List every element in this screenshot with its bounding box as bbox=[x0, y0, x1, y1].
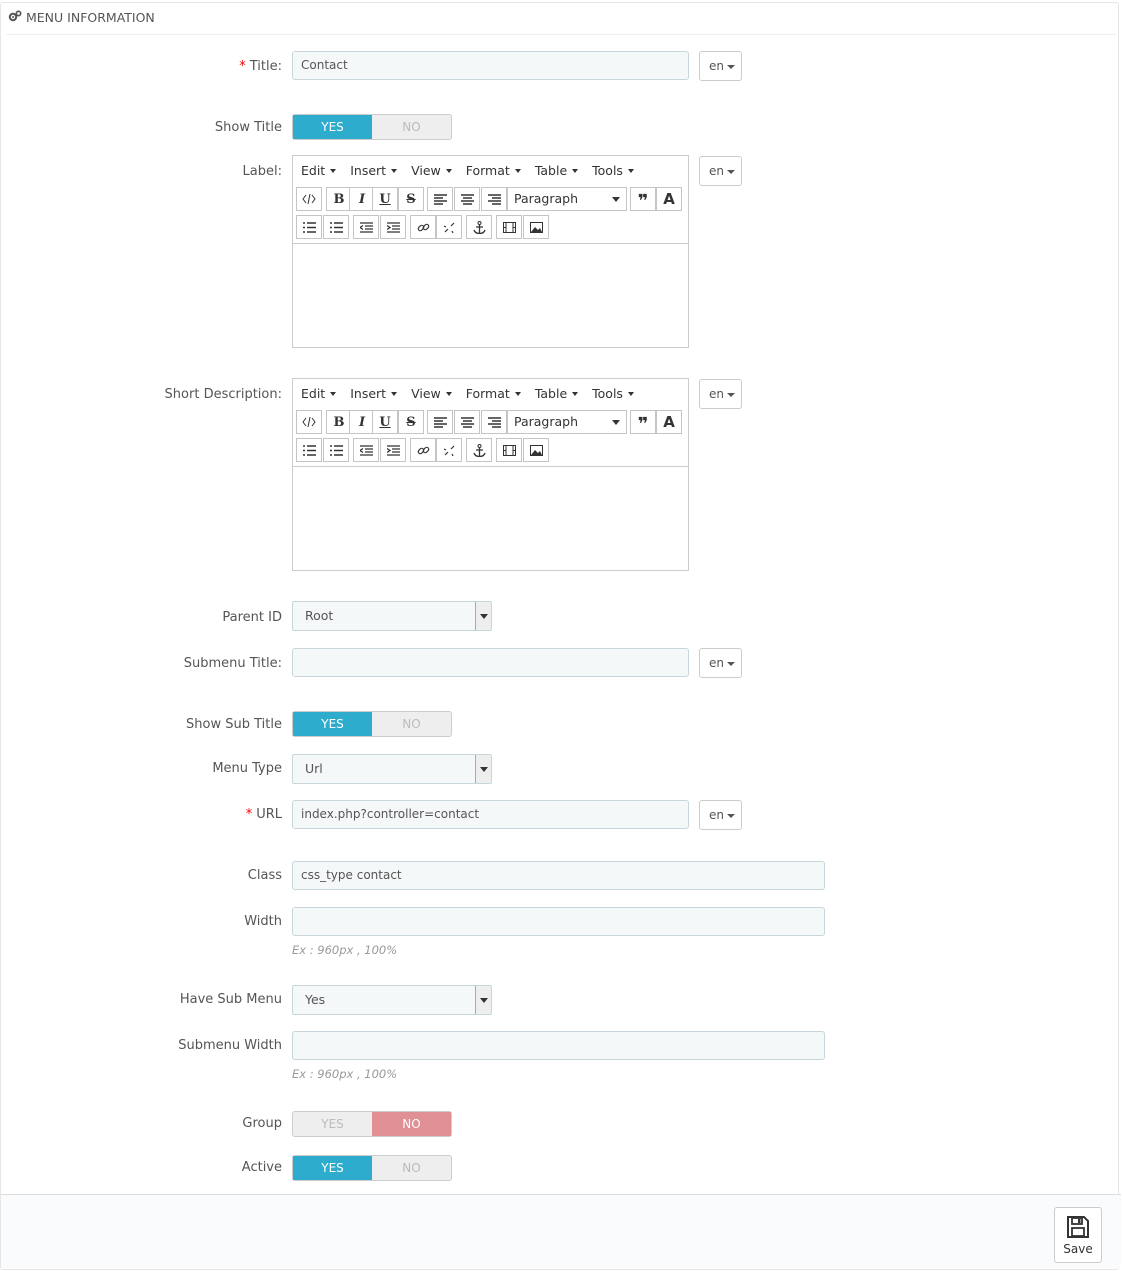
group-label: Group bbox=[242, 1116, 282, 1131]
active-label: Active bbox=[241, 1160, 282, 1175]
text-color-icon[interactable]: A bbox=[656, 187, 682, 211]
url-label-text: URL bbox=[256, 807, 282, 822]
bold-icon[interactable]: B bbox=[326, 410, 352, 434]
lang-code: en bbox=[709, 164, 724, 178]
menu-label: Tools bbox=[592, 162, 623, 178]
caret-down-icon bbox=[391, 392, 397, 396]
have-sub-menu-select[interactable] bbox=[292, 985, 492, 1015]
block-format-select[interactable] bbox=[507, 410, 627, 434]
lang-code: en bbox=[709, 656, 724, 670]
strikethrough-icon[interactable]: S bbox=[398, 410, 424, 434]
show-sub-title-yes[interactable]: YES bbox=[293, 712, 372, 736]
menu-edit[interactable] bbox=[301, 386, 336, 401]
menu-format[interactable] bbox=[466, 163, 521, 178]
save-button[interactable] bbox=[1054, 1207, 1102, 1263]
menu-label: Table bbox=[534, 385, 568, 401]
menu-type-select[interactable] bbox=[292, 754, 492, 784]
width-label: Width bbox=[244, 914, 282, 929]
show-sub-title-switch[interactable] bbox=[292, 711, 452, 737]
strikethrough-icon[interactable]: S bbox=[398, 187, 424, 211]
menu-label: Insert bbox=[350, 162, 387, 178]
show-title-label: Show Title bbox=[214, 120, 282, 135]
parent-id-select[interactable] bbox=[292, 601, 492, 631]
outdent-icon[interactable] bbox=[353, 215, 379, 239]
align-center-icon[interactable] bbox=[454, 187, 480, 211]
label-label: Label: bbox=[242, 164, 282, 179]
group-no[interactable]: NO bbox=[372, 1112, 451, 1136]
label-editor bbox=[292, 155, 689, 348]
title-label-text: Title: bbox=[249, 59, 282, 74]
caret-down-icon bbox=[727, 65, 735, 69]
bold-icon[interactable]: B bbox=[326, 187, 352, 211]
unlink-icon[interactable] bbox=[436, 215, 462, 239]
caret-down-icon bbox=[612, 197, 620, 202]
menu-label: View bbox=[411, 385, 441, 401]
label-edit-area[interactable] bbox=[293, 243, 688, 347]
show-sub-title-no[interactable]: NO bbox=[402, 717, 421, 731]
italic-icon[interactable]: I bbox=[349, 187, 375, 211]
lang-code: en bbox=[709, 387, 724, 401]
width-input[interactable] bbox=[292, 907, 825, 936]
block-format-select[interactable] bbox=[507, 187, 627, 211]
lang-code: en bbox=[709, 59, 724, 73]
align-right-icon[interactable] bbox=[481, 187, 507, 211]
short-description-edit-area[interactable] bbox=[293, 466, 688, 570]
group-yes[interactable]: YES bbox=[321, 1117, 344, 1131]
active-no[interactable]: NO bbox=[402, 1161, 421, 1175]
caret-down-icon bbox=[628, 392, 634, 396]
media-icon[interactable] bbox=[496, 438, 522, 462]
caret-down-icon bbox=[446, 392, 452, 396]
editor-toolbar-row-2 bbox=[293, 435, 688, 463]
class-label: Class bbox=[247, 868, 282, 883]
menu-type-label: Menu Type bbox=[212, 761, 282, 776]
image-icon[interactable] bbox=[523, 438, 549, 462]
caret-down-icon bbox=[446, 169, 452, 173]
floppy-disk-icon bbox=[1066, 1215, 1090, 1239]
caret-down-icon bbox=[572, 392, 578, 396]
indent-icon[interactable] bbox=[380, 215, 406, 239]
have-sub-menu-value: Yes bbox=[305, 992, 326, 1007]
editor-menubar bbox=[293, 156, 688, 184]
unlink-icon[interactable] bbox=[436, 438, 462, 462]
caret-down-icon bbox=[727, 170, 735, 174]
link-icon[interactable] bbox=[410, 438, 436, 462]
submenu-title-input[interactable] bbox=[292, 648, 689, 677]
url-label bbox=[246, 807, 282, 822]
submenu-width-help-text: Ex : 960px , 100% bbox=[292, 1067, 398, 1081]
editor-menubar bbox=[293, 379, 688, 407]
outdent-icon[interactable] bbox=[353, 438, 379, 462]
caret-down-icon bbox=[515, 169, 521, 173]
numbered-list-icon[interactable] bbox=[323, 438, 349, 462]
menu-table[interactable] bbox=[535, 386, 578, 401]
submenu-width-input[interactable] bbox=[292, 1031, 825, 1060]
caret-down-icon bbox=[330, 392, 336, 396]
indent-icon[interactable] bbox=[380, 438, 406, 462]
caret-down-icon bbox=[330, 169, 336, 173]
source-code-icon[interactable] bbox=[296, 187, 322, 211]
caret-down-icon bbox=[391, 169, 397, 173]
menu-label: Tools bbox=[592, 385, 623, 401]
caret-down-icon bbox=[727, 393, 735, 397]
submenu-width-label: Submenu Width bbox=[178, 1038, 282, 1053]
lang-code: en bbox=[709, 808, 724, 822]
caret-down-icon bbox=[727, 814, 735, 818]
media-icon[interactable] bbox=[496, 215, 522, 239]
active-switch[interactable] bbox=[292, 1155, 452, 1181]
caret-down-icon bbox=[727, 662, 735, 666]
label-lang-dropdown[interactable] bbox=[699, 156, 742, 186]
menu-insert[interactable] bbox=[350, 163, 397, 178]
show-title-switch[interactable] bbox=[292, 114, 452, 140]
submenu-title-lang-dropdown[interactable] bbox=[699, 648, 742, 678]
parent-id-value: Root bbox=[305, 608, 334, 623]
menu-type-value: Url bbox=[305, 761, 323, 776]
title-lang-dropdown[interactable] bbox=[699, 51, 742, 81]
url-input[interactable]: index.php?controller=contact bbox=[292, 800, 689, 829]
align-left-icon[interactable] bbox=[427, 410, 453, 434]
italic-icon[interactable]: I bbox=[349, 410, 375, 434]
menu-label: Edit bbox=[301, 385, 326, 401]
underline-icon[interactable]: U bbox=[372, 410, 398, 434]
url-lang-dropdown[interactable] bbox=[699, 800, 742, 830]
panel-title: MENU INFORMATION bbox=[26, 10, 155, 25]
class-input[interactable]: css_type contact bbox=[292, 861, 825, 890]
caret-down-icon bbox=[515, 392, 521, 396]
source-code-icon[interactable] bbox=[296, 410, 322, 434]
title-label bbox=[239, 59, 282, 74]
editor-toolbar-row-1 bbox=[293, 407, 688, 435]
show-title-yes[interactable]: YES bbox=[293, 115, 372, 139]
menu-tools[interactable] bbox=[592, 386, 634, 401]
active-yes[interactable]: YES bbox=[293, 1156, 372, 1180]
anchor-icon[interactable] bbox=[466, 438, 492, 462]
show-title-no[interactable]: NO bbox=[402, 120, 421, 134]
save-label: Save bbox=[1063, 1242, 1093, 1256]
menu-label: View bbox=[411, 162, 441, 178]
chevron-down-icon bbox=[475, 986, 491, 1014]
align-right-icon[interactable] bbox=[481, 410, 507, 434]
caret-down-icon bbox=[612, 420, 620, 425]
anchor-icon[interactable] bbox=[466, 215, 492, 239]
panel-heading bbox=[8, 10, 155, 25]
menu-format[interactable] bbox=[466, 386, 521, 401]
editor-toolbar-row-2 bbox=[293, 212, 688, 240]
menu-insert[interactable] bbox=[350, 386, 397, 401]
required-marker: * bbox=[239, 59, 246, 74]
menu-label: Table bbox=[534, 162, 568, 178]
menu-label: Format bbox=[465, 385, 510, 401]
blockquote-icon[interactable]: ❞ bbox=[630, 187, 656, 211]
align-left-icon[interactable] bbox=[427, 187, 453, 211]
underline-icon[interactable]: U bbox=[372, 187, 398, 211]
show-sub-title-label: Show Sub Title bbox=[186, 717, 282, 732]
numbered-list-icon[interactable] bbox=[323, 215, 349, 239]
gears-icon bbox=[8, 10, 22, 25]
menu-edit[interactable] bbox=[301, 163, 336, 178]
menu-label: Format bbox=[465, 162, 510, 178]
short-description-label: Short Description: bbox=[164, 387, 282, 402]
submenu-title-label: Submenu Title: bbox=[183, 656, 282, 671]
block-format-value: Paragraph bbox=[514, 414, 579, 429]
required-marker: * bbox=[245, 807, 253, 822]
short-description-lang-dropdown[interactable] bbox=[699, 379, 742, 409]
panel-footer bbox=[1, 1194, 1121, 1268]
parent-id-label: Parent ID bbox=[222, 610, 282, 625]
menu-label: Insert bbox=[350, 385, 387, 401]
bullet-list-icon[interactable] bbox=[296, 215, 322, 239]
editor-toolbar-row-1 bbox=[293, 184, 688, 212]
short-description-editor bbox=[292, 378, 689, 571]
group-switch[interactable] bbox=[292, 1111, 452, 1137]
image-icon[interactable] bbox=[523, 215, 549, 239]
text-color-icon[interactable]: A bbox=[656, 410, 682, 434]
heading-divider bbox=[6, 34, 1116, 35]
align-center-icon[interactable] bbox=[454, 410, 480, 434]
menu-table[interactable] bbox=[535, 163, 578, 178]
link-icon[interactable] bbox=[410, 215, 436, 239]
menu-label: Edit bbox=[301, 162, 326, 178]
chevron-down-icon bbox=[475, 602, 491, 630]
have-sub-menu-label: Have Sub Menu bbox=[179, 992, 282, 1007]
caret-down-icon bbox=[572, 169, 578, 173]
block-format-value: Paragraph bbox=[514, 191, 579, 206]
menu-tools[interactable] bbox=[592, 163, 634, 178]
menu-view[interactable] bbox=[411, 386, 452, 401]
width-help-text: Ex : 960px , 100% bbox=[292, 943, 398, 957]
blockquote-icon[interactable]: ❞ bbox=[630, 410, 656, 434]
chevron-down-icon bbox=[475, 755, 491, 783]
bullet-list-icon[interactable] bbox=[296, 438, 322, 462]
menu-view[interactable] bbox=[411, 163, 452, 178]
title-input[interactable]: Contact bbox=[292, 51, 689, 80]
caret-down-icon bbox=[628, 169, 634, 173]
